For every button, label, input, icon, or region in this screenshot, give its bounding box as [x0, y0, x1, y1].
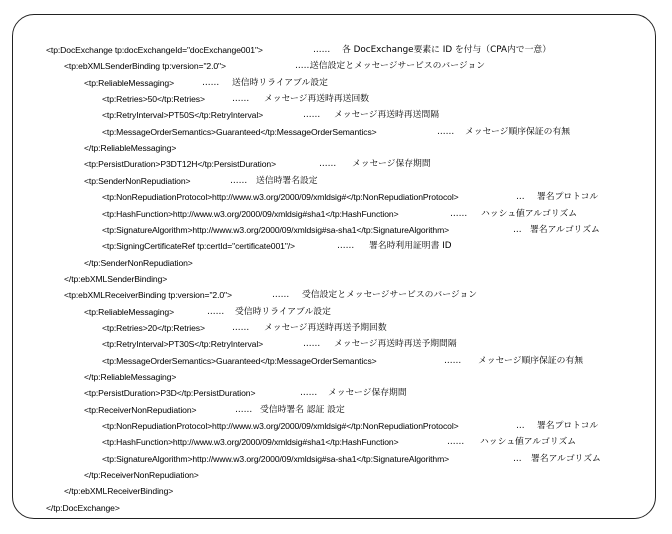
xml-code: <tp:MessageOrderSemantics>Guaranteed</tp:MessageOrderSemantics> [102, 355, 377, 366]
annotation-comment: 各 DocExchange要素に ID を付与（CPA内で一意） [342, 45, 551, 55]
xml-code: <tp:NonRepudiationProtocol>http://www.w3.org/2000/09/xmldsig#</tp:NonRepudiationProtocol> [102, 192, 459, 203]
xml-code: <tp:DocExchange tp:docExchangeId="docExchange001"> [46, 45, 263, 55]
leader-dots: …… [303, 339, 321, 350]
annotation-comment: メッセージ再送時再送予期回数 [264, 322, 387, 333]
annotation-comment: 送信時署名設定 [256, 175, 318, 186]
xml-code: <tp:RetryInterval>PT50S</tp:RetryInterval> [102, 110, 264, 121]
xml-code: <tp:HashFunction>http://www.w3.org/2000/09/xmldsig#sha1</tp:HashFunction> [102, 208, 399, 219]
leader-dots: …… [437, 126, 455, 137]
leader-dots: …… [230, 175, 248, 186]
annotation-comment: 送信時リライアブル設定 [232, 77, 328, 88]
xml-code: <tp:SignatureAlgorithm>http://www.w3.org/2000/09/xmldsig#sa-sha1</tp:SignatureAlgorithm> [102, 224, 450, 235]
leader-dots: …… [232, 94, 250, 105]
xml-code: <tp:ebXMLReceiverBinding tp:version="2.0"> [64, 290, 232, 301]
leader-dots: … [516, 192, 525, 203]
leader-dots: …… [337, 241, 355, 252]
leader-dots: …… [313, 45, 331, 55]
xml-code: <tp:SignatureAlgorithm>http://www.w3.org/2000/09/xmldsig#sa-sha1</tp:SignatureAlgorithm> [102, 453, 450, 464]
leader-dots: … [516, 421, 525, 432]
leader-dots: … [513, 224, 522, 235]
xml-code: <tp:SigningCertificateRef tp:certId="certificate001"/> [102, 241, 295, 252]
leader-dots: …… [303, 110, 321, 121]
xml-code: <tp:PersistDuration>P3DT12H</tp:PersistDuration> [84, 159, 276, 170]
xml-code: <tp:ReliableMessaging> [84, 306, 175, 317]
xml-code: </tp:ReliableMessaging> [84, 143, 177, 154]
xml-code: </tp:ReceiverNonRepudiation> [84, 470, 199, 481]
xml-code: <tp:HashFunction>http://www.w3.org/2000/09/xmldsig#sha1</tp:HashFunction> [102, 437, 399, 448]
leader-dots: …… [300, 388, 318, 399]
xml-code: </tp:ebXMLReceiverBinding> [64, 486, 174, 497]
annotation-comment: 受信時リライアブル設定 [235, 306, 331, 317]
annotation-comment: 受信時署名 認証 設定 [260, 404, 345, 415]
xml-code: <tp:Retries>20</tp:Retries> [102, 322, 205, 333]
xml-code: </tp:ebXMLSenderBinding> [64, 273, 168, 284]
xml-code: <tp:ReceiverNonRepudiation> [84, 404, 197, 415]
annotation-comment: 署名プロトコル [537, 192, 599, 203]
annotation-comment: 送信設定とメッセージサービスのバージョン [310, 61, 486, 72]
xml-code: <tp:ebXMLSenderBinding tp:version="2.0"> [64, 61, 226, 72]
leader-dots: …… [272, 290, 290, 301]
xml-code: <tp:SenderNonRepudiation> [84, 175, 191, 186]
annotation-comment: メッセージ順序保証の有無 [465, 126, 571, 137]
xml-code: <tp:PersistDuration>P3D</tp:PersistDuration> [84, 388, 256, 399]
leader-dots: …… [295, 61, 313, 72]
annotation-comment: ハッシュ値アルゴリズム [481, 208, 578, 219]
leader-dots: …… [319, 159, 337, 170]
annotation-comment: メッセージ保存期間 [328, 388, 407, 399]
leader-dots: … [513, 453, 522, 464]
annotation-comment: メッセージ保存期間 [352, 159, 431, 170]
annotation-comment: 受信設定とメッセージサービスのバージョン [302, 290, 478, 301]
leader-dots: …… [450, 208, 468, 219]
leader-dots: …… [232, 322, 250, 333]
annotation-comment: 署名プロトコル [537, 421, 599, 432]
annotation-comment: ハッシュ値アルゴリズム [480, 437, 577, 448]
leader-dots: …… [447, 437, 465, 448]
xml-code: <tp:Retries>50</tp:Retries> [102, 94, 205, 105]
xml-code: </tp:ReliableMessaging> [84, 372, 177, 382]
xml-code: </tp:DocExchange> [46, 502, 120, 513]
leader-dots: …… [207, 306, 225, 317]
xml-code: <tp:ReliableMessaging> [84, 77, 175, 88]
annotation-comment: メッセージ再送時再送間隔 [334, 110, 440, 121]
annotation-comment: 署名時利用証明書 ID [369, 241, 452, 252]
xml-code: <tp:NonRepudiationProtocol>http://www.w3.org/2000/09/xmldsig#</tp:NonRepudiationProtocol> [102, 421, 459, 432]
leader-dots: …… [202, 77, 220, 88]
annotation-comment: 署名アルゴリズム [530, 224, 600, 235]
annotation-comment: メッセージ順序保証の有無 [478, 355, 584, 366]
annotation-comment: メッセージ再送時再送予期間隔 [334, 339, 457, 350]
annotation-comment: 署名アルゴリズム [531, 453, 601, 464]
leader-dots: …… [444, 355, 462, 366]
leader-dots: …… [235, 404, 253, 415]
xml-code: </tp:SenderNonRepudiation> [84, 257, 193, 268]
xml-code: <tp:MessageOrderSemantics>Guaranteed</tp:MessageOrderSemantics> [102, 126, 377, 137]
xml-code: <tp:RetryInterval>PT30S</tp:RetryInterval> [102, 339, 264, 350]
annotation-comment: メッセージ再送時再送回数 [264, 94, 370, 105]
